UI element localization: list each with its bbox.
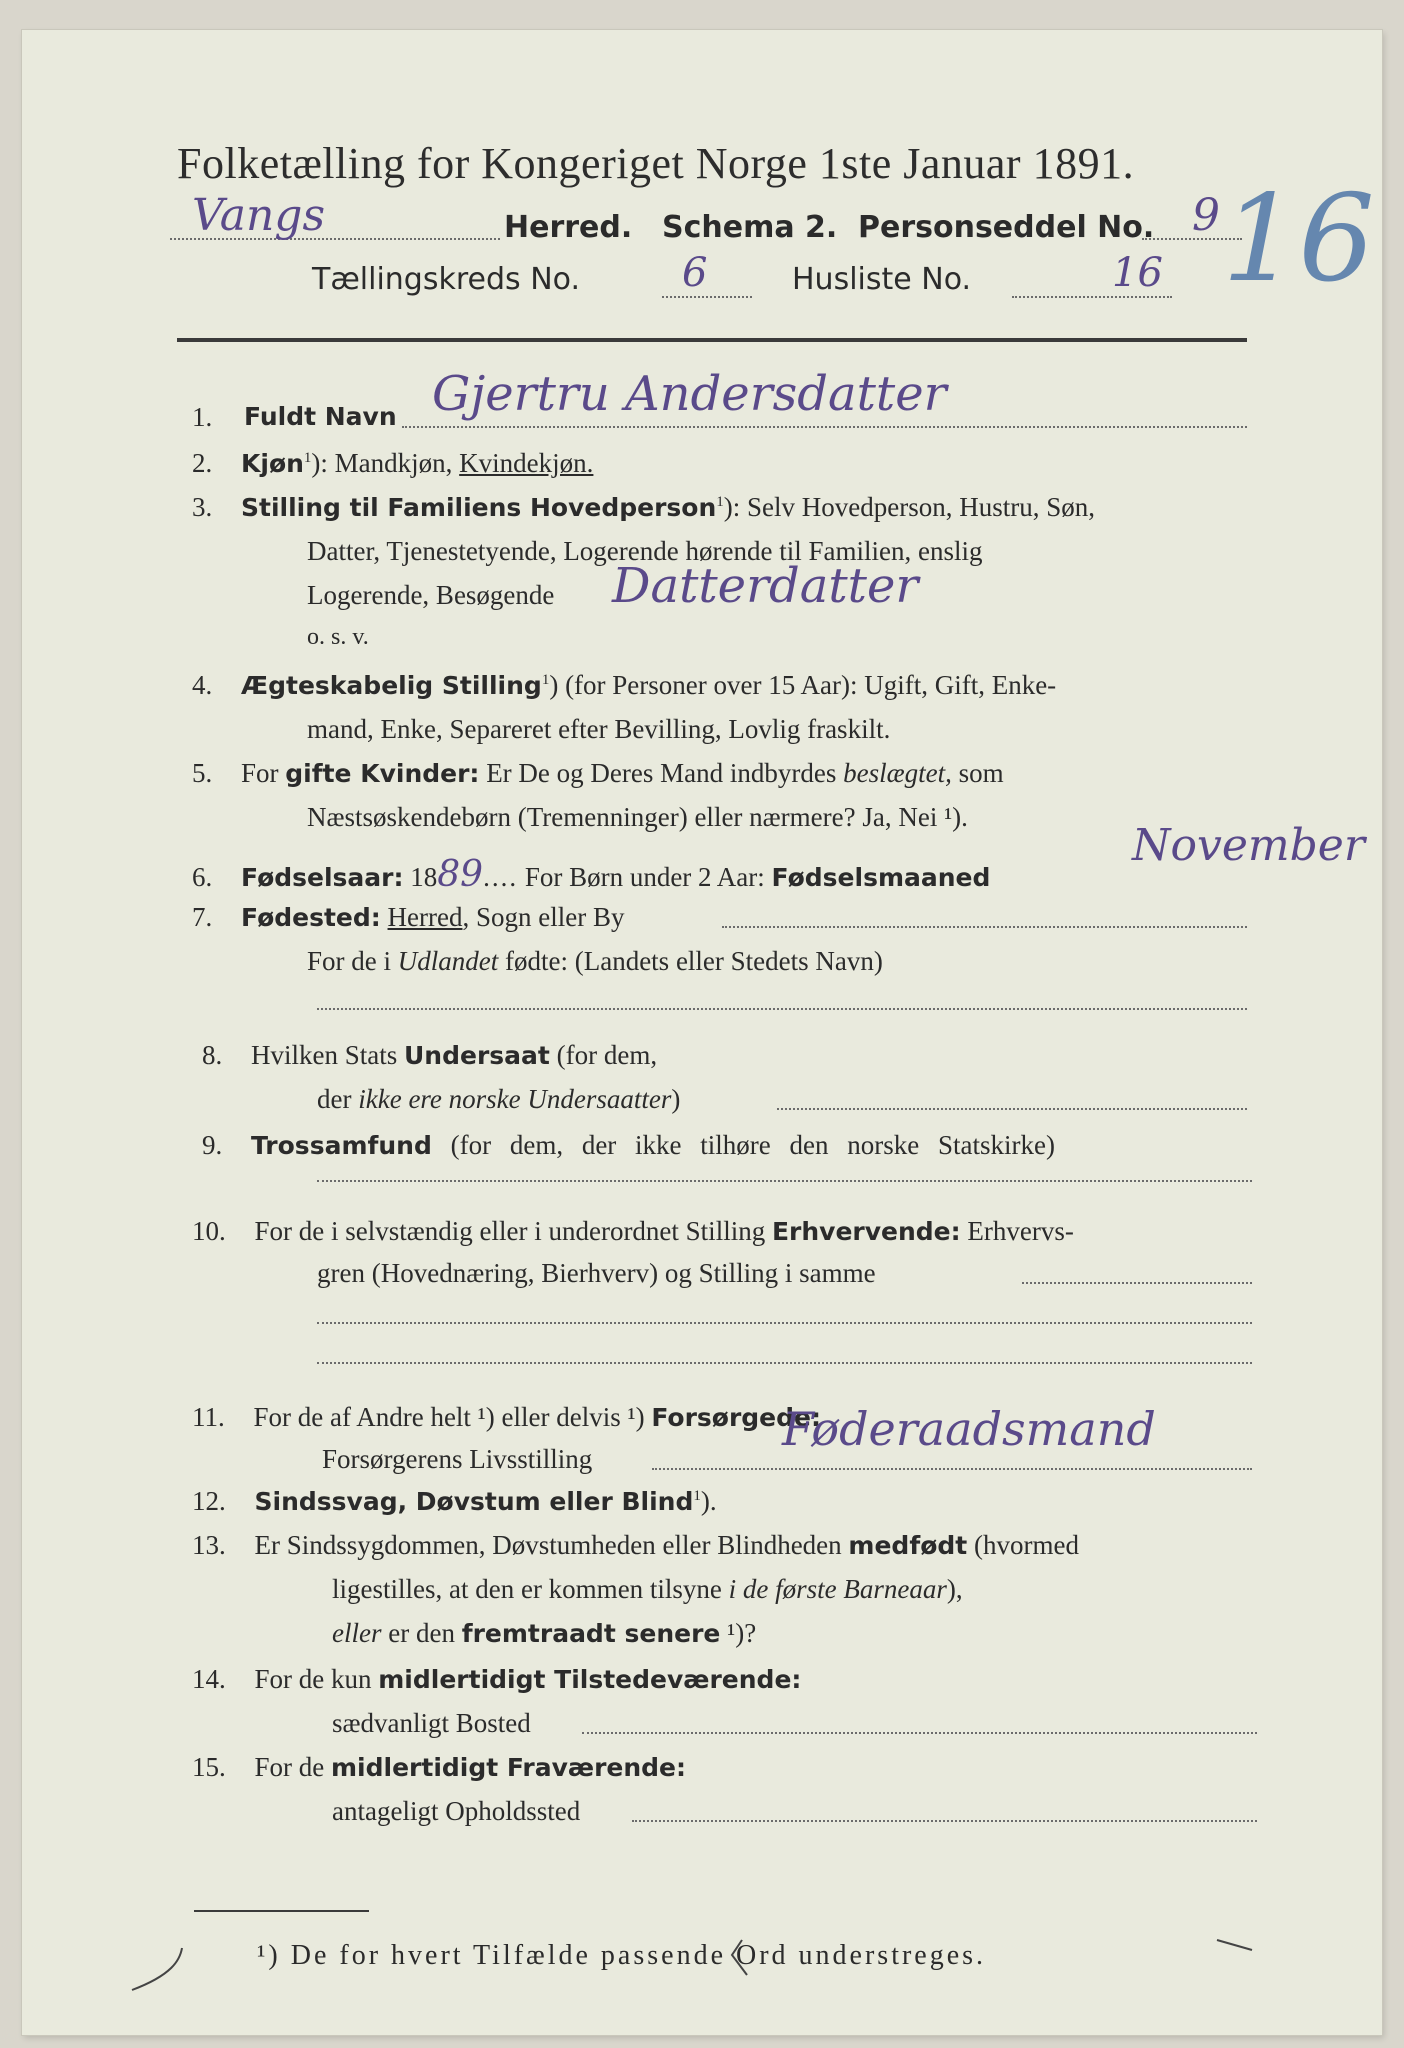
q10-dotline2 <box>317 1322 1252 1324</box>
q5-label: gifte Kvinder: <box>285 759 480 788</box>
bottom-mark-center <box>712 1930 772 1990</box>
q10-line2: gren (Hovednæring, Bierhverv) og Stilling i samme <box>317 1258 876 1288</box>
q13-row2 <box>332 1574 963 1605</box>
q15-number: 15. <box>192 1752 226 1782</box>
q13-line2a: ligestilles, at den er kommen tilsyne <box>332 1574 729 1604</box>
q14-number: 14. <box>192 1664 226 1694</box>
q14-dotline <box>582 1732 1257 1734</box>
q13-line3a: er den <box>381 1618 462 1648</box>
q2-row <box>192 448 593 479</box>
q7-dotline2 <box>317 1008 1247 1010</box>
q13-line1a: Er Sindssygdommen, Døvstumheden eller Blindheden <box>254 1530 849 1560</box>
husliste-label: Husliste No. <box>792 262 972 297</box>
q4-row1 <box>192 670 1056 701</box>
q10-line1a: For de i selvstændig eller i underordnet Stilling <box>254 1216 772 1246</box>
q7-underlined: Herred <box>387 902 463 932</box>
bottom-mark-left <box>112 1940 212 2000</box>
q13-line3-italic: eller <box>332 1618 382 1648</box>
footnote: ¹) De for hvert Tilfælde passende Ord understreges. <box>257 1940 987 1971</box>
q12-label: Sindssvag, Døvstum eller Blind <box>254 1487 694 1516</box>
q8-line2-italic: ikke ere norske Undersaatter <box>358 1084 672 1114</box>
q11-line1a: For de af Andre helt ¹) eller delvis ¹) <box>253 1402 652 1432</box>
q8-dotline <box>777 1108 1247 1110</box>
q8-line2a: der <box>317 1084 359 1114</box>
q15-row1 <box>192 1752 686 1783</box>
q3-line2: Datter, Tjenestetyende, Logerende hørende til Familien, enslig <box>307 536 983 566</box>
personseddel-value: 9 <box>1192 190 1220 241</box>
q2-sup: 1 <box>303 450 312 466</box>
q10-number: 10. <box>192 1216 226 1246</box>
q7-row2 <box>307 946 883 977</box>
q13-line1b: (hvormed <box>967 1530 1079 1560</box>
q3-line1: ): Selv Hovedperson, Hustru, Søn, <box>723 492 1096 522</box>
q5-line1: Er De og Deres Mand indbyrdes <box>479 758 844 788</box>
q8-line1b: (for dem, <box>549 1040 658 1070</box>
q2-text-b: Kvindekjøn. <box>459 448 594 478</box>
q3-line4: o. s. v. <box>307 624 369 650</box>
personseddel-label: Personseddel No. <box>858 210 1155 245</box>
footnote-rule <box>194 1910 369 1912</box>
q12-row <box>192 1486 717 1517</box>
margin-note: 16 <box>1222 170 1375 309</box>
q9-line1: (for dem, der ikke tilhøre den norske Statskirke) <box>431 1130 1055 1160</box>
q9-dotline <box>317 1180 1252 1182</box>
q5-number: 5. <box>192 758 213 788</box>
bottom-mark-right <box>1212 1930 1272 1970</box>
q6-value2: November <box>1132 820 1365 871</box>
q3-value: Datterdatter <box>612 558 919 614</box>
tellingskreds-dotline <box>662 296 752 298</box>
q10-dotline3 <box>317 1362 1252 1364</box>
q3-sup: 1 <box>716 494 724 510</box>
q11-line2: Forsørgerens Livsstilling <box>322 1444 593 1474</box>
q13-label: medfødt <box>848 1531 968 1560</box>
q2-label: Kjøn <box>241 449 304 478</box>
q4-sup: 1 <box>541 672 550 688</box>
q7-number: 7. <box>192 902 213 932</box>
q8-row1 <box>202 1040 657 1071</box>
q7-line2-italic: Udlandet <box>397 946 499 976</box>
q2-number: 2. <box>192 448 213 478</box>
q13-line2-italic: i de første Barneaar <box>728 1574 947 1604</box>
q3-row1 <box>192 492 1095 523</box>
q10-row1 <box>192 1216 1074 1247</box>
q11-row1 <box>192 1402 821 1433</box>
q3-number: 3. <box>192 492 213 522</box>
q14-line2: sædvanligt Bosted <box>332 1708 531 1738</box>
q9-label: Trossamfund <box>251 1131 432 1160</box>
q5-line1-italic: beslægtet, <box>843 758 952 788</box>
q6-mid: For Børn under 2 Aar: <box>518 862 772 892</box>
q12-number: 12. <box>192 1486 226 1516</box>
q13-line3b: ¹)? <box>720 1618 757 1648</box>
q9-number: 9. <box>202 1130 223 1160</box>
q5-row1 <box>192 758 1004 789</box>
q15-line2: antageligt Opholdssted <box>332 1796 581 1826</box>
q12-sup: 1 <box>693 1488 701 1504</box>
q7-line2b: fødte: (Landets eller Stedets Navn) <box>498 946 883 976</box>
q3-line3: Logerende, Besøgende <box>307 580 555 610</box>
herred-label: Herred. <box>504 210 633 245</box>
q4-line1: ) (for Personer over 15 Aar): Ugift, Gift, Enke- <box>549 670 1057 700</box>
herred-value: Vangs <box>192 190 326 241</box>
q5-line2: Næstsøskendebørn (Tremenninger) eller nærmere? Ja, Nei ¹). <box>307 802 968 832</box>
census-form-sheet <box>22 30 1382 2035</box>
q11-dotline <box>652 1468 1252 1470</box>
q8-number: 8. <box>202 1040 223 1070</box>
q1-label: Fuldt Navn <box>244 402 397 431</box>
q14-line1a: For de kun <box>254 1664 379 1694</box>
husliste-dotline <box>1012 296 1172 298</box>
q2-text-a: ): Mandkjøn, <box>311 448 460 478</box>
q11-number: 11. <box>192 1402 225 1432</box>
tellingskreds-label: Tællingskreds No. <box>312 262 580 297</box>
q8-row2 <box>317 1084 680 1115</box>
q15-label: midlertidigt Fraværende: <box>331 1753 687 1782</box>
q6-label2: Fødselsmaaned <box>771 863 991 892</box>
q6-value: 89 <box>437 854 484 895</box>
q3-label: Stilling til Familiens Hovedperson <box>241 493 717 522</box>
q6-prefix: 18 <box>403 862 438 892</box>
q13-number: 13. <box>192 1530 226 1560</box>
header-rule <box>177 338 1247 342</box>
q4-label: Ægteskabelig Stilling <box>241 671 542 700</box>
q11-label: Forsørgede: <box>651 1403 821 1432</box>
q5-line1-end: som <box>951 758 1004 788</box>
q13-row1 <box>192 1530 1079 1561</box>
husliste-value: 16 <box>1112 250 1163 296</box>
q7-row1 <box>192 902 624 933</box>
q11-value: Føderaadsmand <box>782 1402 1156 1456</box>
q8-line1a: Hvilken Stats <box>251 1040 404 1070</box>
q7-dotline1 <box>722 926 1247 928</box>
q6-number: 6. <box>192 862 213 892</box>
q12-end: ). <box>700 1486 717 1516</box>
tellingskreds-value: 6 <box>682 250 708 296</box>
q6-label: Fødselsaar: <box>241 863 404 892</box>
q10-line1b: Erhvervs- <box>960 1216 1074 1246</box>
q5-label-a: For <box>241 758 286 788</box>
q6-row: 6. Fødselsaar: 1889.... For Børn under 2 Aar: Fødselsmaaned <box>192 854 991 895</box>
q10-label: Erhvervende: <box>771 1217 961 1246</box>
q14-row1 <box>192 1664 801 1695</box>
q7-line1: , Sogn eller By <box>462 902 625 932</box>
form-title: Folketælling for Kongeriget Norge 1ste Januar 1891. <box>177 139 1135 188</box>
q1-dotline <box>402 426 1247 428</box>
q9-row1 <box>202 1130 1055 1161</box>
q7-label: Fødested: <box>241 903 381 932</box>
q8-label: Undersaat <box>404 1041 550 1070</box>
q14-label: midlertidigt Tilstedeværende: <box>378 1665 802 1694</box>
q1-number: 1. <box>192 402 213 432</box>
q4-number: 4. <box>192 670 213 700</box>
q13-row3 <box>332 1618 756 1649</box>
q10-dotline1 <box>1022 1282 1252 1284</box>
q13-label3: fremtraadt senere <box>461 1619 721 1648</box>
q4-line2: mand, Enke, Separeret efter Bevilling, Lovlig fraskilt. <box>307 714 891 744</box>
q15-dotline <box>632 1820 1257 1822</box>
q15-line1a: For de <box>254 1752 331 1782</box>
q1-value: Gjertru Andersdatter <box>432 366 947 422</box>
q8-line2b: ) <box>671 1084 681 1114</box>
q7-line2a: For de i <box>307 946 398 976</box>
q13-line2b: ), <box>946 1574 963 1604</box>
schema-label: Schema 2. <box>662 210 838 245</box>
